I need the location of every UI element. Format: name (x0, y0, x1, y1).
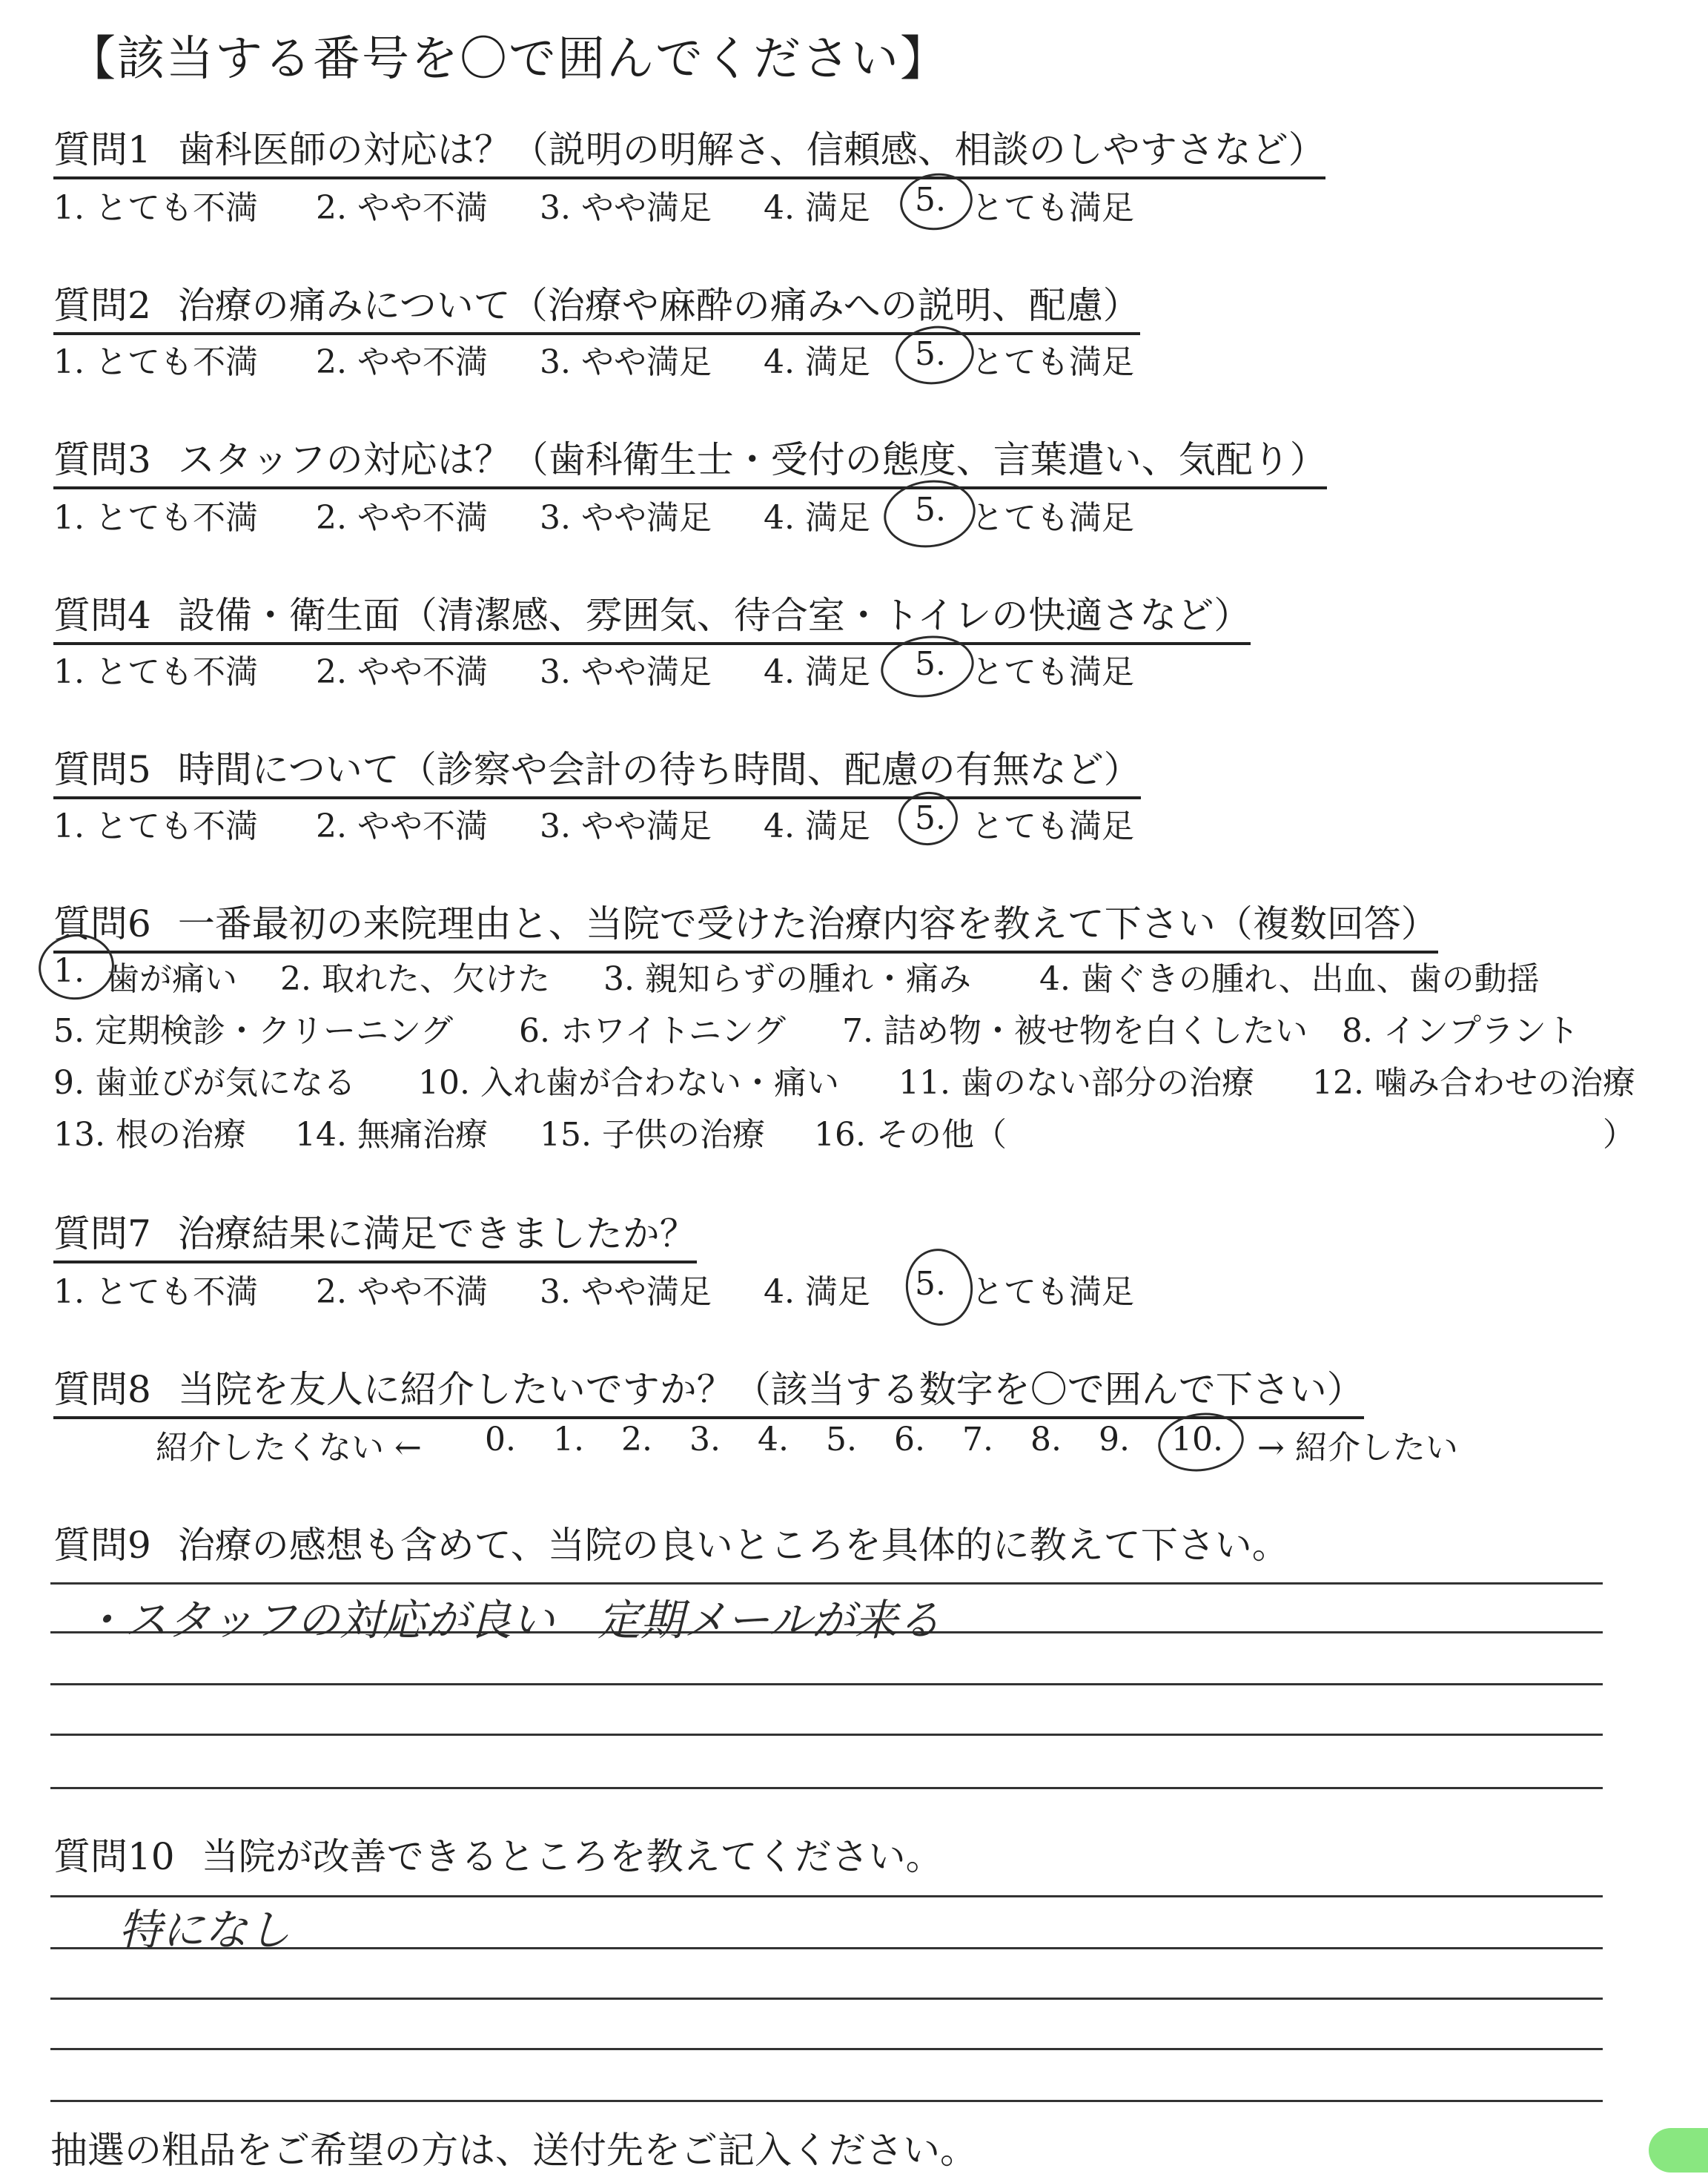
option-2[interactable]: 2. やや不満 (316, 807, 488, 845)
option-2[interactable]: 2. やや不満 (316, 343, 488, 381)
scale-10[interactable]: 10. (1171, 1421, 1223, 1458)
choice-6[interactable]: 6. ホワイトニング (519, 1012, 787, 1050)
form-header: 【該当する番号を〇で囲んでください】 (68, 32, 949, 87)
choice-9[interactable]: 9. 歯並びが気になる (53, 1064, 356, 1102)
choice-5[interactable]: 5. 定期検診・クリーニング (53, 1012, 454, 1050)
question-number: 質問6 (53, 902, 151, 945)
question-text: 治療結果に満足できましたか？ (177, 1212, 697, 1255)
option-1[interactable]: 1. とても不満 (53, 807, 258, 845)
option-2[interactable]: 2. やや不満 (316, 499, 488, 537)
option-4[interactable]: 4. 満足 (764, 807, 870, 845)
option-5-label: とても満足 (971, 343, 1134, 381)
option-2[interactable]: 2. やや不満 (316, 1273, 488, 1311)
option-1[interactable]: 1. とても不満 (53, 653, 258, 691)
scale-6[interactable]: 6. (894, 1421, 925, 1458)
question-5-title (53, 740, 1141, 799)
choice-8[interactable]: 8. インプラント (1342, 1012, 1579, 1050)
answer-line (50, 1998, 1603, 2000)
question-number: 質問5 (53, 748, 151, 791)
question-text: 設備・衛生面（清潔感、雰囲気、待合室・トイレの快適さなど） (177, 594, 1251, 637)
option-5[interactable]: 5. (915, 491, 946, 529)
highlighter-mark (1649, 2128, 1708, 2173)
option-2[interactable]: 2. やや不満 (316, 653, 488, 691)
option-1[interactable]: 1. とても不満 (53, 1273, 258, 1311)
choice-16[interactable]: 16. その他（ (814, 1116, 1007, 1154)
question-number: 質問2 (53, 284, 151, 327)
question-2-title (53, 276, 1140, 335)
question-text: スタッフの対応は？（歯科衛生士・受付の態度、言葉遣い、気配り） (177, 438, 1327, 481)
choice-7[interactable]: 7. 詰め物・被せ物を白くしたい (842, 1012, 1308, 1050)
option-4[interactable]: 4. 満足 (764, 189, 870, 227)
answer-line (50, 1734, 1603, 1736)
option-5-label: とても満足 (971, 807, 1134, 845)
option-4[interactable]: 4. 満足 (764, 653, 870, 691)
choice-4[interactable]: 4. 歯ぐきの腫れ、出血、歯の動揺 (1039, 960, 1540, 998)
question-4-title (53, 586, 1251, 645)
choice-2[interactable]: 2. 取れた、欠けた (280, 960, 550, 998)
question-number: 質問7 (53, 1212, 151, 1255)
selection-circle (901, 1244, 978, 1330)
scale-2[interactable]: 2. (621, 1421, 652, 1458)
answer-line (50, 2048, 1603, 2050)
question-number: 質問10 (53, 1835, 175, 1878)
answer-line (50, 2100, 1603, 2102)
choice-10[interactable]: 10. 入れ歯が合わない・痛い (418, 1064, 839, 1102)
option-1[interactable]: 1. とても不満 (53, 189, 258, 227)
question-text: 当院を友人に紹介したいですか？（該当する数字を〇で囲んで下さい） (177, 1368, 1364, 1411)
handwritten-answer-q10[interactable]: 特になし (119, 1905, 291, 1955)
option-3[interactable]: 3. やや満足 (540, 189, 712, 227)
scale-8[interactable]: 8. (1030, 1421, 1062, 1458)
scale-4[interactable]: 4. (758, 1421, 789, 1458)
option-5[interactable]: 5. (915, 645, 946, 683)
question-text: 時間について（診察や会計の待ち時間、配慮の有無など） (177, 748, 1141, 791)
question-number: 質問8 (53, 1368, 151, 1411)
question-7-title (53, 1204, 697, 1263)
option-4[interactable]: 4. 満足 (764, 1273, 870, 1311)
option-5[interactable]: 5. (915, 1265, 946, 1303)
scale-5[interactable]: 5. (826, 1421, 857, 1458)
question-10-title (53, 1827, 943, 1880)
option-5-label: とても満足 (971, 1273, 1134, 1311)
answer-line (50, 1787, 1603, 1789)
question-9-title (53, 1516, 1289, 1569)
option-3[interactable]: 3. やや満足 (540, 343, 712, 381)
choice-16-close: ） (1603, 1116, 1635, 1154)
question-1-title (53, 120, 1325, 179)
footer-note: 抽選の粗品をご希望の方は、送付先をご記入ください。 (50, 2129, 977, 2172)
question-text: 歯科医師の対応は？（説明の明解さ、信頼感、相談のしやすさなど） (177, 128, 1325, 171)
choice-3[interactable]: 3. 親知らずの腫れ・痛み (603, 960, 971, 998)
choice-1[interactable]: 歯が痛い (107, 960, 237, 998)
option-3[interactable]: 3. やや満足 (540, 499, 712, 537)
option-3[interactable]: 3. やや満足 (540, 807, 712, 845)
option-5-label: とても満足 (971, 499, 1134, 537)
question-3-title (53, 430, 1327, 489)
answer-line (50, 1683, 1603, 1685)
question-text: 当院が改善できるところを教えてください。 (201, 1835, 943, 1878)
question-number: 質問9 (53, 1524, 151, 1567)
scale-0[interactable]: 0. (485, 1421, 516, 1458)
option-5-label: とても満足 (971, 653, 1134, 691)
option-5[interactable]: 5. (915, 181, 946, 219)
choice-11[interactable]: 11. 歯のない部分の治療 (898, 1064, 1254, 1102)
question-text: 治療の感想も含めて、当院の良いところを具体的に教えて下さい。 (177, 1524, 1289, 1567)
option-1[interactable]: 1. とても不満 (53, 499, 258, 537)
option-3[interactable]: 3. やや満足 (540, 1273, 712, 1311)
option-5[interactable]: 5. (915, 799, 946, 837)
scale-7[interactable]: 7. (962, 1421, 993, 1458)
question-text: 一番最初の来院理由と、当院で受けた治療内容を教えて下さい（複数回答） (177, 902, 1438, 945)
option-4[interactable]: 4. 満足 (764, 343, 870, 381)
choice-1-number[interactable]: 1. (53, 952, 85, 990)
scale-left-label: 紹介したくない ← (156, 1429, 422, 1467)
choice-14[interactable]: 14. 無痛治療 (295, 1116, 488, 1154)
question-6-title (53, 894, 1438, 954)
option-4[interactable]: 4. 満足 (764, 499, 870, 537)
question-text: 治療の痛みについて（治療や麻酔の痛みへの説明、配慮） (177, 284, 1140, 327)
option-5-label: とても満足 (971, 189, 1134, 227)
option-2[interactable]: 2. やや不満 (316, 189, 488, 227)
choice-13[interactable]: 13. 根の治療 (53, 1116, 246, 1154)
question-number: 質問4 (53, 594, 151, 637)
scale-9[interactable]: 9. (1099, 1421, 1130, 1458)
answer-line (50, 1582, 1603, 1585)
choice-12[interactable]: 12. 噛み合わせの治療 (1312, 1064, 1635, 1102)
scale-3[interactable]: 3. (689, 1421, 721, 1458)
option-1[interactable]: 1. とても不満 (53, 343, 258, 381)
question-number: 質問1 (53, 128, 151, 171)
scale-right-label: → 紹介したい (1257, 1429, 1458, 1467)
question-8-title (53, 1360, 1364, 1419)
choice-15[interactable]: 15. 子供の治療 (540, 1116, 765, 1154)
handwritten-answer-q9[interactable]: ・スタッフの対応が良い 定期メールが来る (82, 1595, 941, 1645)
question-number: 質問3 (53, 438, 151, 481)
scale-1[interactable]: 1. (553, 1421, 584, 1458)
option-3[interactable]: 3. やや満足 (540, 653, 712, 691)
option-5[interactable]: 5. (915, 335, 946, 373)
